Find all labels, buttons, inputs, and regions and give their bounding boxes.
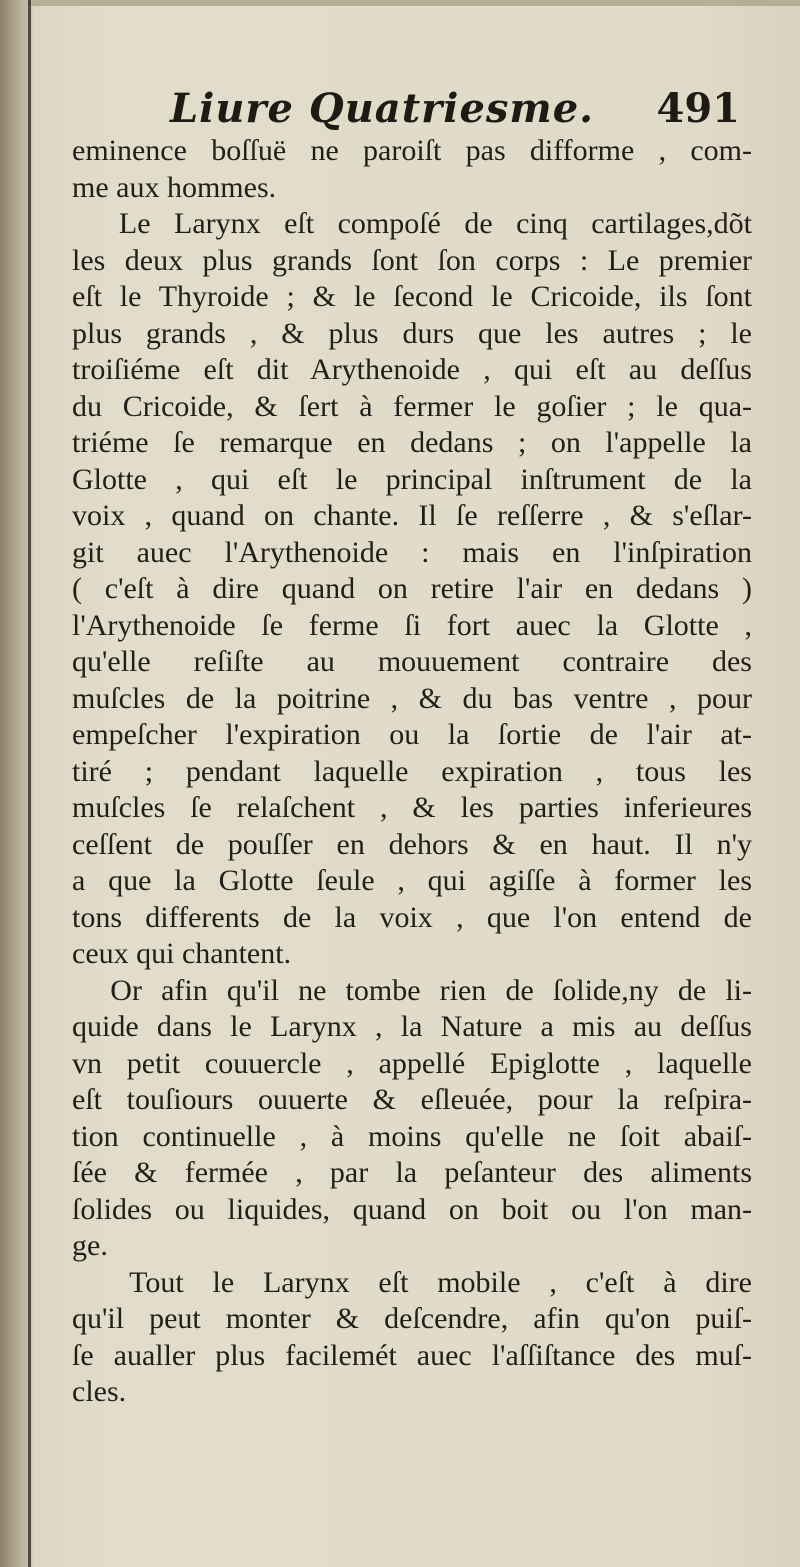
- text-line: me aux hommes.: [72, 170, 277, 204]
- page-number: 491: [656, 85, 740, 132]
- text-line: ceſſent de pouſſer en dehors & en haut. Il n'y: [72, 827, 752, 861]
- text-line: troiſiéme eſt dit Arythenoide , qui eſt au deſſus: [72, 353, 752, 386]
- text-line: Le Larynx eſt compoſé de cinq cartilages,dõt: [72, 207, 752, 240]
- text-line: vn petit couuercle , appellé Epiglotte , laquelle: [72, 1046, 752, 1080]
- gutter-fold-line: [28, 0, 31, 1567]
- text-line: ceux qui chantent.: [72, 937, 292, 970]
- text-line: qu'elle reſiſte au mouuement contraire des: [72, 645, 752, 678]
- running-head: Liure Quatriesme.: [170, 85, 595, 132]
- text-line: cles.: [72, 1375, 127, 1408]
- text-line: l'Arythenoide ſe ferme ſi fort auec la Glotte ,: [72, 608, 752, 642]
- text-line: Glotte , qui eſt le principal inſtrument de la: [72, 462, 752, 496]
- text-line: voix , quand on chante. Il ſe reſſerre , & s'eſlar-: [72, 499, 752, 532]
- text-line: eſt touſiours ouuerte & eſleuée, pour la reſpira-: [72, 1083, 752, 1116]
- text-line: ſolides ou liquides, quand on boit ou l'on man-: [72, 1192, 752, 1226]
- text-line: git auec l'Arythenoide : mais en l'inſpiration: [72, 535, 752, 569]
- text-line: ſe aualler plus facilemét auec l'aſſiſtance des muſ-: [72, 1338, 752, 1372]
- text-line: du Cricoide, & ſert à fermer le goſier ; le qua-: [72, 389, 752, 423]
- text-line: ( c'eſt à dire quand on retire l'air en dedans ): [72, 572, 752, 605]
- body-text: [72, 133, 752, 1411]
- text-line: Or afin qu'il ne tombe rien de ſolide,ny de li-: [72, 973, 752, 1007]
- text-line: les deux plus grands ſont ſon corps : Le premier: [72, 243, 752, 277]
- text-line: plus grands , & plus durs que les autres ; le: [72, 316, 752, 350]
- text-line: muſcles ſe relaſchent , & les parties inferieures: [72, 791, 752, 824]
- text-line: qu'il peut monter & deſcendre, afin qu'on puiſ-: [72, 1302, 752, 1335]
- text-line: quide dans le Larynx , la Nature a mis au deſſus: [72, 1010, 752, 1043]
- text-line: tiré ; pendant laquelle expiration , tous les: [72, 754, 752, 788]
- text-line: triéme ſe remarque en dedans ; on l'appelle la: [72, 426, 752, 459]
- text-line: eſt le Thyroide ; & le ſecond le Cricoide, ils ſont: [72, 280, 752, 313]
- text-line: ge.: [72, 1229, 108, 1262]
- text-line: eminence boſſuë ne paroiſt pas difforme , com-: [72, 134, 752, 167]
- text-line: muſcles de la poitrine , & du bas ventre , pour: [72, 681, 752, 715]
- text-line: ſée & fermée , par la peſanteur des aliments: [72, 1156, 752, 1189]
- text-line: tion continuelle , à moins qu'elle ne ſoit abaiſ-: [72, 1119, 752, 1153]
- text-line: tons differents de la voix , que l'on entend de: [72, 900, 752, 934]
- text-line: a que la Glotte ſeule , qui agiſſe à former les: [72, 864, 752, 897]
- text-line: Tout le Larynx eſt mobile , c'eſt à dire: [72, 1265, 752, 1299]
- page-top-edge: [0, 0, 800, 6]
- text-line: empeſcher l'expiration ou la ſortie de l'air at-: [72, 718, 752, 751]
